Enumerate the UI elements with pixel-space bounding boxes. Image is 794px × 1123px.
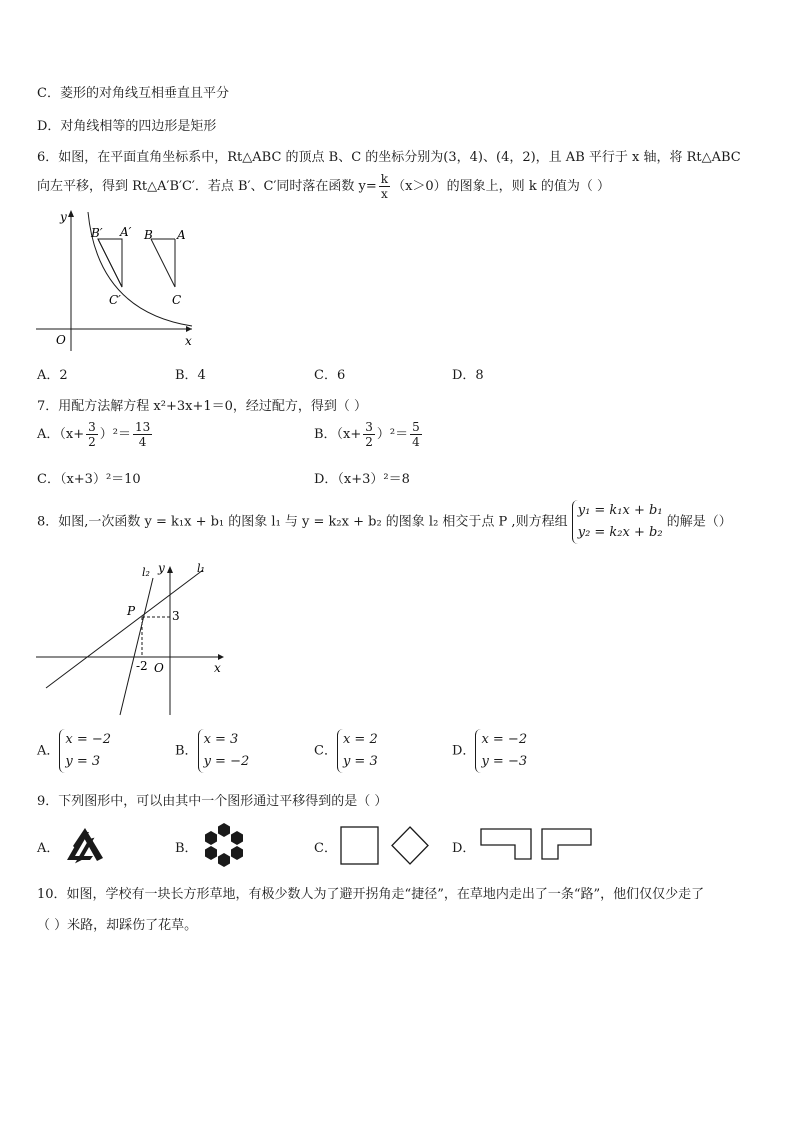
q6-label-a: A xyxy=(177,228,186,242)
q6-stem-part-a: 向左平移，得到 Rt△A′B′C′．若点 B′、C′同时落在函数 y= xyxy=(37,179,377,194)
q8-label-l1: l₁ xyxy=(197,562,205,575)
q6-option-b: B．4 xyxy=(175,368,206,383)
q6-label-c-prime: C′ xyxy=(109,293,121,307)
q6-label-a-prime: A′ xyxy=(120,225,132,239)
q9-option-c-squares-figure xyxy=(340,826,432,866)
q8-label-l2: l₂ xyxy=(142,566,150,579)
q8-option-a: A． x = −2 y = 3 xyxy=(37,729,111,773)
q9-option-b-label: B． xyxy=(175,841,198,856)
q6-label-b-prime: B′ xyxy=(91,226,103,240)
q6-option-a: A．2 xyxy=(37,368,68,383)
q5-option-d: D．对角线相等的四边形是矩形 xyxy=(37,119,217,134)
q10-stem-line1: 10．如图，学校有一块长方形草地，有极少数人为了避开拐角走“捷径”，在草地内走出了一条“路”，他们仅仅少走了 xyxy=(37,887,705,902)
q9-option-d-l-shapes-figure xyxy=(480,828,594,862)
q9-option-b-hexagons-figure xyxy=(200,822,248,868)
q9-option-a-triangle-figure xyxy=(63,824,107,864)
q8-label-p: P xyxy=(127,604,136,618)
q6-stem-line2 xyxy=(37,172,610,201)
q9-option-a-label: A． xyxy=(37,841,60,856)
q8-label-neg2: -2 xyxy=(136,659,148,673)
q6-label-b: B xyxy=(144,228,153,242)
q6-label-x: x xyxy=(185,334,192,348)
q7-stem: 7．用配方法解方程 x²+3x+1＝0，经过配方，得到（ ） xyxy=(37,399,368,414)
q7-option-a: A．（x+ $\frac{3}{2}$ ）²＝ $\frac{13}{4}$ xyxy=(37,420,151,449)
q6-option-d: D．8 xyxy=(452,368,484,383)
q7-option-c: C．（x+3）²＝10 xyxy=(37,472,141,487)
q8-label-3: 3 xyxy=(172,609,180,623)
q6-label-y: y xyxy=(60,210,67,224)
q8-stem xyxy=(37,500,732,544)
q8-stem-part1: 8．如图,一次函数 y = k₁x + b₁ 的图象 l₁ 与 y = k₂x + b₂ 的图象 l₂ 相交于点 P ,则方程组 xyxy=(37,514,568,530)
q6-label-origin: O xyxy=(56,333,66,347)
q6-fraction-k-over-x: $\frac{k}{x}$ xyxy=(380,172,389,201)
q9-option-d-label: D． xyxy=(452,841,476,856)
q6-option-c: C．6 xyxy=(314,368,346,383)
q8-stem-part2: 的解是（） xyxy=(666,514,732,530)
q8-option-b: B． x = 3 y = −2 xyxy=(175,729,249,773)
q7-option-b: B．（x+ $\frac{3}{2}$ ）²＝ $\frac{5}{4}$ xyxy=(314,420,420,449)
q6-figure xyxy=(36,208,196,354)
q8-figure xyxy=(36,560,226,718)
q9-option-c-label: C． xyxy=(314,841,337,856)
q7-option-d: D．（x+3）²＝8 xyxy=(314,472,410,487)
q8-label-y: y xyxy=(158,561,165,575)
q8-label-x: x xyxy=(214,661,221,675)
q8-label-origin: O xyxy=(154,661,164,675)
q8-option-d: D． x = −2 y = −3 xyxy=(452,729,527,773)
q8-equation-system: y₁ = k₁x + b₁ y₂ = k₂x + b₂ xyxy=(572,500,663,544)
q6-stem-part-b: （x＞0）的图象上，则 k 的值为（ ） xyxy=(392,179,610,194)
q5-option-c: C．菱形的对角线互相垂直且平分 xyxy=(37,86,229,101)
q6-label-c: C xyxy=(172,293,182,307)
q9-stem: 9．下列图形中，可以由其中一个图形通过平移得到的是（ ） xyxy=(37,794,388,809)
q6-stem-line1: 6．如图，在平面直角坐标系中，Rt△ABC 的顶点 B、C 的坐标分别为(3，4)、(4，2)，且 AB 平行于 x 轴，将 Rt△ABC xyxy=(37,150,741,165)
q8-option-c: C． x = 2 y = 3 xyxy=(314,729,378,773)
q10-stem-line2: （ ）米路，却踩伤了花草。 xyxy=(37,918,198,933)
